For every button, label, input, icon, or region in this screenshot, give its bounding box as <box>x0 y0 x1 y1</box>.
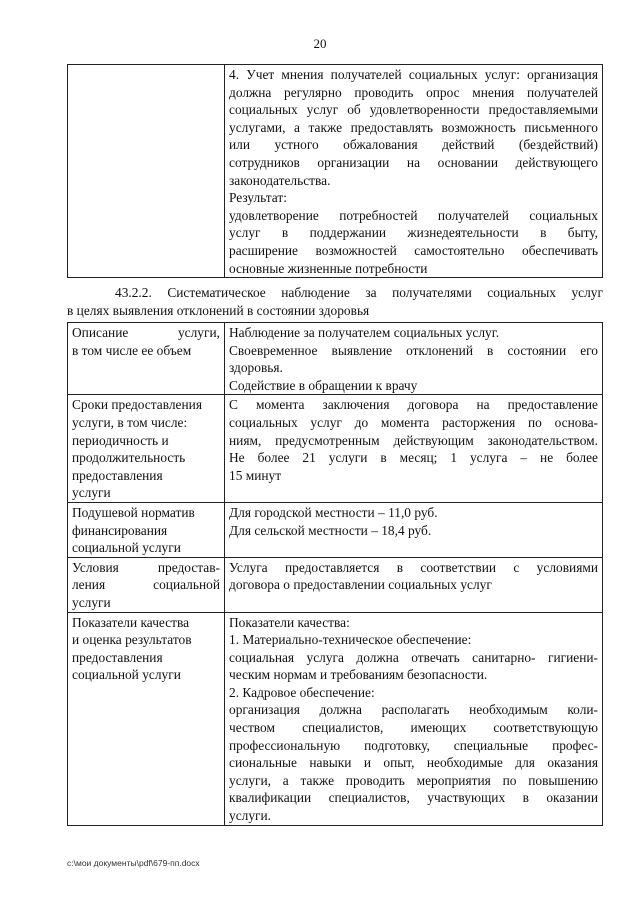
text-line: услуг в поддержании жизнедеятельности в быту, <box>229 225 598 241</box>
heading-line: в целях выявления отклонений в состоянии здоровья <box>67 303 370 318</box>
row-value-cell <box>225 612 603 825</box>
quality-feedback-cell <box>225 65 603 278</box>
value-line: Своевременное выявление отклонений в состоянии его <box>229 342 598 358</box>
text-line: услугами, а также предоставлять возможность письменного <box>229 119 598 135</box>
label-line: социальной услуги <box>72 540 181 556</box>
row-label-cell <box>68 395 225 503</box>
row-value-cell <box>225 557 603 612</box>
text-line: расширение возможностей самостоятельно обеспечивать <box>229 242 598 258</box>
label-line: периодичность и <box>72 432 169 448</box>
value-line: квалификации специалистов, участвующих в оказании <box>229 790 598 806</box>
value-line: социальных услуг до момента расторжения по основа- <box>229 414 598 430</box>
empty-left-cell <box>68 65 225 278</box>
value-line: 2. Кадровое обеспечение: <box>229 684 375 700</box>
page-number: 20 <box>313 36 327 51</box>
section-heading <box>67 284 603 320</box>
value-line: Содействие в обращении к врачу <box>229 377 418 393</box>
text-line: социальных услуг об удовлетворенности предоставляемыми <box>229 102 598 118</box>
table-row <box>68 557 603 612</box>
value-line: Услуга предоставляется в соответствии с условиями <box>229 559 598 575</box>
table-row <box>68 65 603 278</box>
value-line: 1. Материально-техническое обеспечение: <box>229 632 472 648</box>
label-line: услуги <box>72 594 111 610</box>
text-line: основные жизненные потребности <box>229 260 428 276</box>
label-line: Показатели качества <box>72 614 190 630</box>
table-row <box>68 612 603 825</box>
value-line: С момента заключения договора на предоставление <box>229 397 598 413</box>
label-line: Сроки предоставления <box>72 397 202 413</box>
label-line: социальной услуги <box>72 667 181 683</box>
value-line: ниям, предусмотренным действующим законодательством. <box>229 432 598 448</box>
label-line: финансирования <box>72 522 168 538</box>
text-line: должна регулярно проводить опрос мнения получателей <box>229 84 598 100</box>
service-description-table <box>67 322 603 826</box>
row-label-cell <box>68 557 225 612</box>
file-path-footer: c:\мои документы\pdf\679-пп.docx <box>67 858 200 868</box>
row-label-cell <box>68 502 225 557</box>
value-line: Показатели качества: <box>229 614 350 630</box>
value-line: чеством специалистов, имеющих соответствующую <box>229 720 598 736</box>
label-line: Описание услуги, <box>72 325 220 340</box>
value-line: здоровья. <box>229 360 283 376</box>
value-line: Наблюдение за получателем социальных услуг. <box>229 325 500 340</box>
continued-service-table <box>67 64 603 278</box>
value-line: социальная услуга должна отвечать санитарно- гигиени- <box>229 649 598 665</box>
value-line: Для сельской местности – 18,4 руб. <box>229 522 432 538</box>
value-line: услуги, а также проводить мероприятия по повышению <box>229 772 598 788</box>
table-row <box>68 323 603 395</box>
label-line: в том числе ее объем <box>72 342 192 358</box>
text-line: 4. Учет мнения получателей социальных услуг: организация <box>229 67 598 82</box>
value-line: Для городской местности – 11,0 руб. <box>229 504 438 520</box>
row-value-cell <box>225 395 603 503</box>
label-line: предоставления <box>72 649 163 665</box>
value-line: 15 минут <box>229 467 282 483</box>
row-value-cell <box>225 323 603 395</box>
value-line: Не более 21 услуги в месяц; 1 услуга – не более <box>229 450 598 466</box>
text-line: сотрудников организации на основании действующего <box>229 154 598 170</box>
label-line: услуги, в том числе: <box>72 414 188 430</box>
label-line: продолжительность <box>72 450 186 466</box>
row-value-cell <box>225 502 603 557</box>
label-line: услуги <box>72 485 111 501</box>
label-line: Подушевой норматив <box>72 504 195 520</box>
text-line: удовлетворение потребностей получателей социальных <box>229 207 598 223</box>
heading-line: 43.2.2. Систематическое наблюдение за получателями социальных услуг <box>115 285 603 300</box>
row-label-cell <box>68 612 225 825</box>
text-line: Результат: <box>229 190 287 206</box>
row-label-cell <box>68 323 225 395</box>
label-line: ления социальной <box>72 577 220 593</box>
value-line: организация должна располагать необходимым коли- <box>229 702 598 718</box>
value-line: профессиональную подготовку, специальные профес- <box>229 737 598 753</box>
value-line: договора о предоставлении социальных услуг <box>229 577 492 593</box>
table-row <box>68 502 603 557</box>
text-line: законодательства. <box>229 172 331 188</box>
table-row <box>68 395 603 503</box>
value-line: услуги. <box>229 808 272 824</box>
label-line: предоставления <box>72 467 163 483</box>
text-line: или устного обжалования действий (бездействий) <box>229 137 598 153</box>
value-line: ческим нормам и требованиям безопасности. <box>229 667 488 683</box>
label-line: Условия предостав- <box>72 559 220 575</box>
value-line: сиональные навыки и опыт, необходимые для оказания <box>229 755 598 771</box>
label-line: и оценка результатов <box>72 632 192 648</box>
